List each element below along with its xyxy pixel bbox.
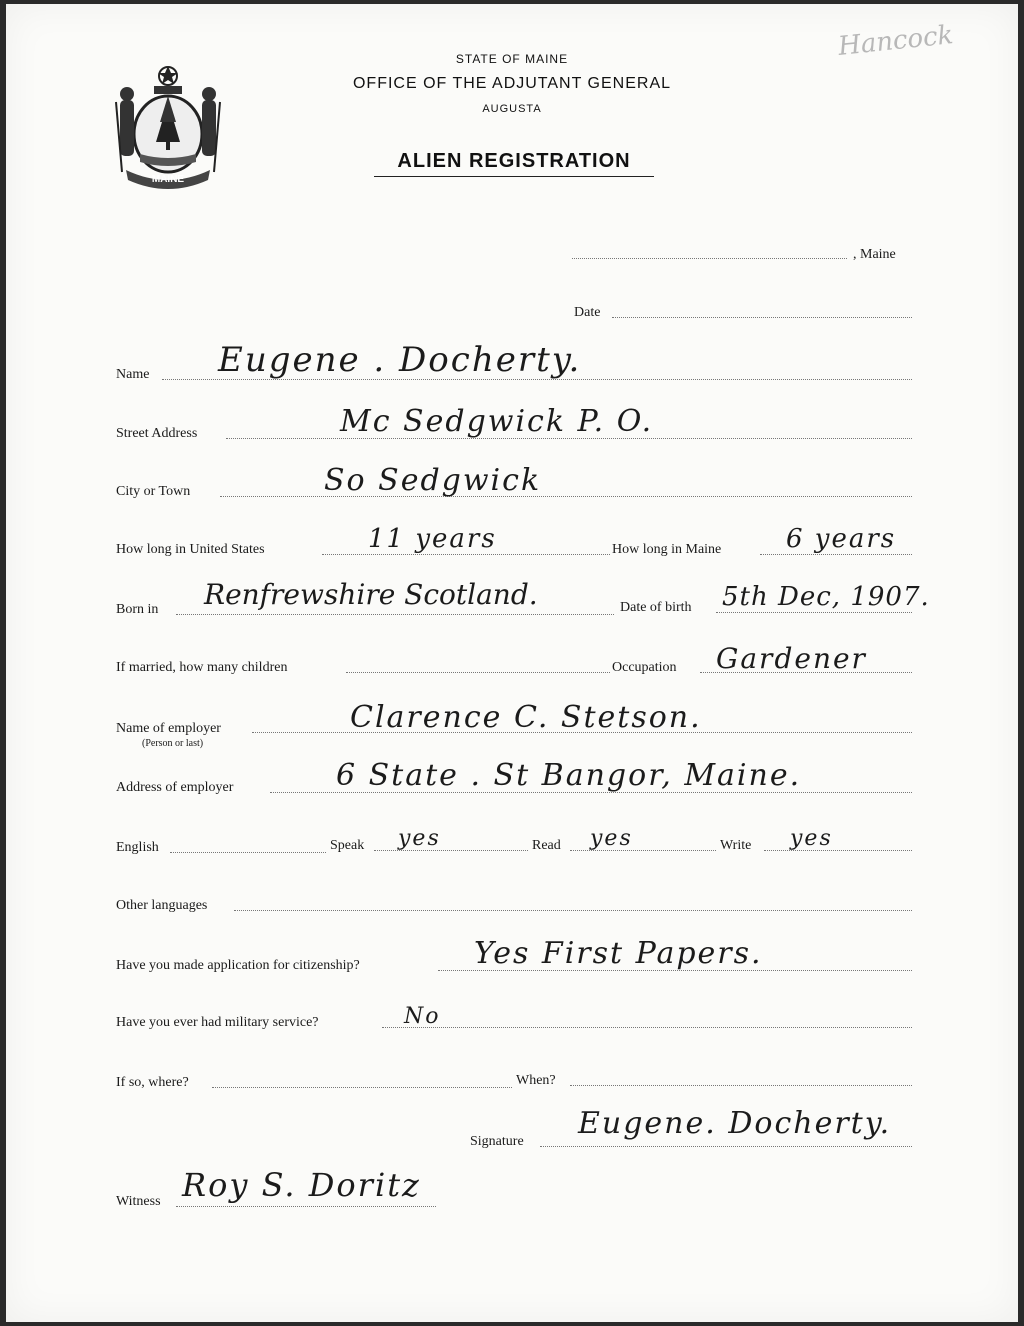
signature-label: Signature (470, 1134, 524, 1149)
occupation-label: Occupation (612, 660, 677, 675)
city-value: So Sedgwick (324, 463, 542, 498)
married-line[interactable] (346, 672, 610, 673)
other-languages-label: Other languages (116, 898, 208, 913)
how-long-us-label: How long in United States (116, 542, 265, 557)
married-label: If married, how many children (116, 660, 288, 675)
date-line[interactable] (612, 317, 912, 318)
military-label: Have you ever had military service? (116, 1015, 319, 1030)
employer-address-label: Address of employer (116, 780, 234, 795)
write-line[interactable] (764, 850, 912, 851)
header-state: STATE OF MAINE (455, 52, 569, 66)
name-label: Name (116, 367, 150, 382)
how-long-us-line[interactable] (322, 554, 610, 555)
read-value: yes (590, 826, 633, 851)
how-long-us-value: 11 years (368, 524, 497, 554)
witness-label: Witness (116, 1194, 161, 1209)
city-label: City or Town (116, 484, 191, 499)
how-long-maine-line[interactable] (760, 554, 912, 555)
employer-name-value: Clarence C. Stetson. (350, 700, 702, 735)
street-value: Mc Sedgwick P. O. (340, 404, 654, 439)
citizenship-label: Have you made application for citizenship? (116, 958, 360, 973)
born-in-line[interactable] (176, 614, 614, 615)
date-of-birth-value: 5th Dec, 1907. (722, 582, 930, 612)
how-long-maine-value: 6 years (786, 524, 897, 554)
header-city: AUGUSTA (482, 103, 542, 115)
born-in-label: Born in (116, 602, 159, 617)
read-label: Read (532, 838, 561, 853)
other-languages-line[interactable] (234, 910, 912, 911)
citizenship-value: Yes First Papers. (474, 936, 763, 971)
speak-label: Speak (330, 838, 365, 853)
how-long-maine-label: How long in Maine (612, 542, 722, 557)
signature-value: Eugene. Docherty. (578, 1106, 892, 1141)
write-value: yes (790, 826, 833, 851)
when-label: When? (516, 1073, 556, 1088)
military-value: No (404, 1004, 441, 1029)
born-in-value: Renfrewshire Scotland. (204, 578, 538, 611)
where-line[interactable] (212, 1087, 512, 1088)
date-of-birth-line[interactable] (716, 612, 912, 613)
name-value: Eugene . Docherty. (218, 340, 582, 380)
corner-note: Hancock (836, 20, 955, 62)
english-label: English (116, 840, 159, 855)
header-office: OFFICE OF THE ADJUTANT GENERAL (352, 75, 672, 92)
military-line[interactable] (382, 1027, 912, 1028)
signature-line[interactable] (540, 1146, 912, 1147)
speak-value: yes (398, 826, 441, 851)
town-line[interactable] (572, 258, 847, 259)
english-line[interactable] (170, 852, 326, 853)
employer-name-label: Name of employer (116, 721, 221, 736)
title-underline (374, 176, 654, 177)
where-label: If so, where? (116, 1075, 189, 1090)
write-label: Write (720, 838, 752, 853)
witness-line[interactable] (176, 1206, 436, 1207)
employer-address-value: 6 State . St Bangor, Maine. (336, 758, 802, 793)
employer-name-sublabel: (Person or last) (142, 738, 204, 749)
seal-label: MAINE (151, 174, 185, 185)
date-of-birth-label: Date of birth (620, 600, 692, 615)
date-label: Date (574, 305, 601, 320)
page-title: ALIEN REGISTRATION (397, 150, 631, 172)
maine-label: , Maine (853, 247, 896, 262)
occupation-value: Gardener (716, 642, 867, 675)
when-line[interactable] (570, 1085, 912, 1086)
witness-value: Roy S. Doritz (182, 1166, 421, 1204)
street-label: Street Address (116, 426, 198, 441)
